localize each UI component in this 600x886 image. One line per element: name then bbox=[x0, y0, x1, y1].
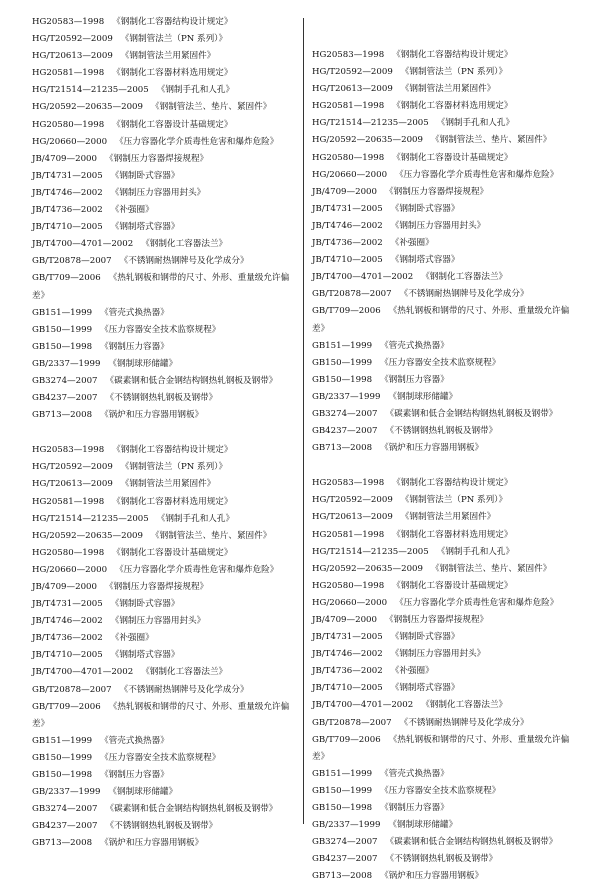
standard-code: JB/T4700—4701—2002 bbox=[312, 272, 414, 283]
standard-entry bbox=[312, 629, 596, 646]
standard-title: 《管壳式换热器》 bbox=[380, 340, 449, 351]
standards-list-block bbox=[312, 47, 596, 457]
standard-title: 《不锈钢耐热钢牌号及化学成分》 bbox=[399, 289, 529, 300]
standard-title: 《钢制压力容器用封头》 bbox=[110, 187, 206, 198]
standard-code: HG20580—1998 bbox=[312, 152, 385, 163]
standard-code: JB/T4736—2002 bbox=[312, 238, 383, 249]
standard-code: HG20583—1998 bbox=[312, 50, 385, 60]
standard-code: GB/T20878—2007 bbox=[312, 717, 392, 728]
standard-code: HG20583—1998 bbox=[32, 17, 105, 27]
standard-code: JB/T4746—2002 bbox=[312, 220, 383, 231]
standard-title: 《压力容器安全技术监察规程》 bbox=[380, 357, 501, 368]
standard-entry bbox=[312, 800, 596, 817]
standard-code: GB/T709—2006 bbox=[32, 701, 101, 712]
standard-entry bbox=[32, 373, 316, 390]
standard-title: 《钢制化工容器设计基础规定》 bbox=[112, 119, 233, 130]
standard-code: JB/T4710—2005 bbox=[312, 683, 383, 694]
standard-code: HG/20592—20635—2009 bbox=[312, 563, 423, 574]
standard-title: 《钢制卧式容器》 bbox=[110, 599, 180, 610]
standard-code: GB151—1999 bbox=[32, 735, 93, 746]
standard-code: HG/20660—2000 bbox=[312, 169, 388, 180]
standard-entry bbox=[32, 322, 316, 339]
standard-code: GB/T20878—2007 bbox=[312, 289, 392, 300]
standard-code: GB/2337—1999 bbox=[32, 358, 101, 369]
column-divider bbox=[303, 18, 304, 824]
standard-entry bbox=[32, 528, 316, 545]
standard-code: HG20581—1998 bbox=[312, 529, 385, 540]
standard-code: GB151—1999 bbox=[32, 307, 93, 318]
standard-entry bbox=[312, 406, 596, 423]
standard-code: HG/T20613—2009 bbox=[32, 51, 113, 62]
standard-code: GB4237—2007 bbox=[32, 821, 98, 832]
standard-entry bbox=[312, 201, 596, 218]
standard-title: 《钢制卧式容器》 bbox=[390, 632, 460, 643]
standard-entry bbox=[32, 476, 316, 493]
standard-entry bbox=[312, 732, 582, 766]
standard-entry bbox=[32, 202, 316, 219]
standard-entry bbox=[32, 82, 316, 99]
standard-code: GB713—2008 bbox=[32, 838, 93, 849]
standard-entry bbox=[312, 440, 596, 457]
standard-code: JB/T4736—2002 bbox=[32, 633, 103, 644]
standard-title: 《压力容器化学介质毒性危害和爆炸危险》 bbox=[115, 564, 279, 575]
standard-code: GB713—2008 bbox=[312, 443, 373, 454]
standard-title: 《钢制化工容器法兰》 bbox=[421, 272, 508, 283]
standard-code: GB150—1999 bbox=[32, 324, 93, 335]
standard-title: 《钢制化工容器设计基础规定》 bbox=[392, 152, 513, 163]
standard-title: 《钢制化工容器材料选用规定》 bbox=[112, 496, 233, 507]
standard-title: 《钢制化工容器法兰》 bbox=[421, 700, 508, 711]
standard-code: GB/2337—1999 bbox=[32, 787, 101, 798]
standard-entry bbox=[32, 339, 316, 356]
standard-entry bbox=[312, 47, 596, 64]
standard-entry bbox=[312, 509, 596, 526]
standard-entry bbox=[32, 236, 316, 253]
standard-title: 《钢制球形储罐》 bbox=[388, 391, 458, 402]
standard-entry bbox=[32, 117, 316, 134]
standard-entry bbox=[32, 613, 316, 630]
standard-title: 《钢制管法兰（PN 系列）》 bbox=[120, 34, 228, 45]
standard-entry bbox=[32, 253, 316, 270]
standard-title: 《钢制压力容器》 bbox=[380, 803, 449, 814]
standard-title: 《压力容器化学介质毒性危害和爆炸危险》 bbox=[115, 136, 279, 147]
standard-title: 《钢制管法兰、垫片、紧固件》 bbox=[431, 563, 552, 574]
standard-entry bbox=[32, 356, 316, 373]
standard-entry bbox=[32, 305, 316, 322]
standard-code: HG20581—1998 bbox=[32, 68, 105, 79]
standard-title: 《钢制管法兰用紧固件》 bbox=[400, 512, 496, 523]
standard-entry bbox=[312, 235, 596, 252]
standard-entry bbox=[312, 527, 596, 544]
standard-entry bbox=[32, 562, 316, 579]
standards-list-block bbox=[32, 442, 316, 852]
standard-code: HG/T20613—2009 bbox=[32, 479, 113, 490]
standard-title: 《补强圈》 bbox=[110, 633, 154, 644]
standard-title: 《钢制管法兰、垫片、紧固件》 bbox=[151, 102, 272, 113]
standard-title: 《碳素钢和低合金钢结构钢热轧钢板及钢带》 bbox=[105, 804, 278, 815]
standard-entry bbox=[32, 65, 316, 82]
standard-entry bbox=[32, 134, 316, 151]
standard-entry bbox=[32, 31, 316, 48]
standard-code: JB/T4710—2005 bbox=[32, 650, 103, 661]
standard-code: GB/2337—1999 bbox=[312, 820, 381, 831]
standard-entry bbox=[312, 817, 596, 834]
standard-code: HG/20592—20635—2009 bbox=[32, 530, 143, 541]
standard-title: 《热轧钢板和钢带的尺寸、外形、重量级允许偏差》 bbox=[312, 734, 570, 762]
standard-entry bbox=[32, 270, 302, 304]
standard-title: 《钢制管法兰、垫片、紧固件》 bbox=[431, 135, 552, 146]
standard-code: HG20580—1998 bbox=[32, 547, 105, 558]
standard-code: JB/T4731—2005 bbox=[312, 632, 383, 643]
standard-title: 《锅炉和压力容器用钢板》 bbox=[100, 838, 204, 849]
standard-code: GB3274—2007 bbox=[312, 408, 378, 419]
standard-title: 《钢制压力容器》 bbox=[100, 341, 169, 352]
standard-entry bbox=[32, 442, 316, 459]
standard-code: JB/T4736—2002 bbox=[32, 205, 103, 216]
standard-entry bbox=[32, 168, 316, 185]
standard-entry bbox=[32, 630, 316, 647]
standard-entry bbox=[32, 767, 316, 784]
standard-entry bbox=[312, 475, 596, 492]
standard-code: GB150—1999 bbox=[312, 785, 373, 796]
standard-title: 《钢制卧式容器》 bbox=[110, 170, 180, 181]
standard-title: 《钢制化工容器材料选用规定》 bbox=[392, 101, 513, 112]
standard-title: 《钢制球形储罐》 bbox=[108, 358, 178, 369]
standard-code: HG/T20613—2009 bbox=[312, 512, 393, 523]
standard-code: HG/T20613—2009 bbox=[312, 84, 393, 95]
standard-title: 《钢制管法兰用紧固件》 bbox=[120, 51, 216, 62]
standard-code: GB/T20878—2007 bbox=[32, 684, 112, 695]
standard-title: 《钢制化工容器设计基础规定》 bbox=[112, 547, 233, 558]
standard-entry bbox=[312, 286, 596, 303]
standard-code: HG/T20592—2009 bbox=[312, 67, 393, 78]
standard-title: 《钢制压力容器》 bbox=[380, 374, 449, 385]
standard-entry bbox=[312, 218, 596, 235]
standard-code: HG/20592—20635—2009 bbox=[32, 102, 143, 113]
standard-title: 《钢制化工容器结构设计规定》 bbox=[392, 50, 513, 60]
standard-entry bbox=[312, 64, 596, 81]
standard-code: GB150—1998 bbox=[312, 803, 373, 814]
standard-title: 《碳素钢和低合金钢结构钢热轧钢板及钢带》 bbox=[385, 837, 558, 848]
standard-entry bbox=[32, 494, 316, 511]
standard-entry bbox=[32, 801, 316, 818]
standard-title: 《钢制管法兰（PN 系列）》 bbox=[120, 462, 228, 473]
standard-title: 《不锈钢钢热轧钢板及钢带》 bbox=[105, 393, 218, 404]
standard-code: HG20581—1998 bbox=[312, 101, 385, 112]
standard-title: 《压力容器安全技术监察规程》 bbox=[100, 752, 221, 763]
standard-code: HG20580—1998 bbox=[312, 580, 385, 591]
standard-title: 《钢制管法兰用紧固件》 bbox=[400, 84, 496, 95]
standard-entry bbox=[32, 750, 316, 767]
standard-entry bbox=[32, 14, 316, 31]
standard-title: 《钢制手孔和人孔》 bbox=[436, 546, 515, 557]
standard-code: HG/20592—20635—2009 bbox=[312, 135, 423, 146]
standard-entry bbox=[32, 407, 316, 424]
standard-title: 《钢制压力容器用封头》 bbox=[390, 220, 486, 231]
standard-entry bbox=[312, 578, 596, 595]
standard-code: JB/T4731—2005 bbox=[32, 599, 103, 610]
standard-title: 《钢制管法兰（PN 系列）》 bbox=[400, 495, 508, 506]
standard-entry bbox=[312, 132, 596, 149]
standard-title: 《钢制压力容器焊接规程》 bbox=[385, 186, 489, 197]
standard-entry bbox=[312, 492, 596, 509]
standard-code: HG20583—1998 bbox=[32, 445, 105, 456]
standard-code: JB/4709—2000 bbox=[32, 153, 97, 164]
standard-code: GB/2337—1999 bbox=[312, 391, 381, 402]
standard-code: JB/T4746—2002 bbox=[32, 616, 103, 627]
standard-code: JB/T4700—4701—2002 bbox=[312, 700, 414, 711]
standard-title: 《热轧钢板和钢带的尺寸、外形、重量级允许偏差》 bbox=[32, 273, 290, 301]
standard-entry bbox=[312, 851, 596, 868]
standard-code: JB/T4731—2005 bbox=[32, 170, 103, 181]
standard-code: GB4237—2007 bbox=[32, 393, 98, 404]
standard-title: 《钢制压力容器》 bbox=[100, 770, 169, 781]
standard-entry bbox=[312, 167, 596, 184]
standard-title: 《碳素钢和低合金钢结构钢热轧钢板及钢带》 bbox=[105, 375, 278, 386]
standard-entry bbox=[312, 868, 596, 885]
standard-entry bbox=[312, 252, 596, 269]
standard-code: JB/4709—2000 bbox=[312, 615, 377, 625]
standard-code: JB/T4710—2005 bbox=[32, 222, 103, 233]
standard-code: JB/T4700—4701—2002 bbox=[32, 667, 134, 678]
standard-title: 《钢制压力容器用封头》 bbox=[390, 649, 486, 660]
right-column bbox=[312, 47, 596, 886]
standard-code: GB151—1999 bbox=[312, 340, 373, 351]
standard-code: HG/20660—2000 bbox=[312, 597, 388, 608]
standard-code: HG/T21514—21235—2005 bbox=[32, 513, 149, 524]
standard-code: GB3274—2007 bbox=[312, 837, 378, 848]
standard-entry bbox=[32, 48, 316, 65]
standard-entry bbox=[312, 595, 596, 612]
standard-code: GB/T20878—2007 bbox=[32, 256, 112, 267]
standard-code: JB/T4731—2005 bbox=[312, 203, 383, 214]
standard-entry bbox=[32, 511, 316, 528]
standard-code: HG/20660—2000 bbox=[32, 564, 108, 575]
standard-code: HG/T21514—21235—2005 bbox=[32, 85, 149, 96]
standard-title: 《管壳式换热器》 bbox=[100, 307, 169, 318]
standard-entry bbox=[312, 372, 596, 389]
standard-title: 《钢制化工容器法兰》 bbox=[141, 239, 228, 250]
standard-title: 《钢制压力容器焊接规程》 bbox=[105, 153, 209, 164]
standard-title: 《钢制压力容器焊接规程》 bbox=[385, 615, 489, 625]
standard-title: 《钢制压力容器焊接规程》 bbox=[105, 582, 209, 592]
standard-entry bbox=[32, 682, 316, 699]
standard-title: 《钢制压力容器用封头》 bbox=[110, 616, 206, 627]
standard-code: HG20581—1998 bbox=[32, 496, 105, 507]
standard-entry bbox=[312, 561, 596, 578]
standard-title: 《锅炉和压力容器用钢板》 bbox=[380, 443, 484, 454]
standard-entry bbox=[312, 663, 596, 680]
standard-entry bbox=[312, 612, 596, 629]
standard-code: GB150—1998 bbox=[312, 374, 373, 385]
standard-title: 《压力容器化学介质毒性危害和爆炸危险》 bbox=[395, 169, 559, 180]
standard-title: 《不锈钢钢热轧钢板及钢带》 bbox=[105, 821, 218, 832]
standard-code: GB4237—2007 bbox=[312, 854, 378, 865]
standard-entry bbox=[312, 766, 596, 783]
standard-title: 《不锈钢耐热钢牌号及化学成分》 bbox=[119, 256, 249, 267]
standard-title: 《钢制管法兰、垫片、紧固件》 bbox=[151, 530, 272, 541]
standard-title: 《不锈钢钢热轧钢板及钢带》 bbox=[385, 854, 498, 865]
standard-title: 《钢制化工容器材料选用规定》 bbox=[392, 529, 513, 540]
standard-title: 《钢制球形储罐》 bbox=[388, 820, 458, 831]
standard-code: JB/T4710—2005 bbox=[312, 255, 383, 266]
standard-entry bbox=[312, 269, 596, 286]
standard-code: GB/T709—2006 bbox=[312, 306, 381, 317]
standard-entry bbox=[312, 115, 596, 132]
standard-entry bbox=[32, 219, 316, 236]
standard-title: 《钢制化工容器结构设计规定》 bbox=[112, 445, 233, 456]
standard-code: JB/T4746—2002 bbox=[312, 649, 383, 660]
standard-code: JB/T4746—2002 bbox=[32, 187, 103, 198]
standard-title: 《补强圈》 bbox=[390, 666, 434, 677]
standard-title: 《钢制手孔和人孔》 bbox=[156, 513, 235, 524]
standard-title: 《钢制手孔和人孔》 bbox=[156, 85, 235, 96]
standard-code: HG20583—1998 bbox=[312, 478, 385, 489]
standard-title: 《钢制化工容器法兰》 bbox=[141, 667, 228, 678]
standard-code: GB151—1999 bbox=[312, 768, 373, 779]
standard-title: 《不锈钢钢热轧钢板及钢带》 bbox=[385, 426, 498, 437]
standard-entry bbox=[312, 697, 596, 714]
standard-title: 《不锈钢耐热钢牌号及化学成分》 bbox=[399, 717, 529, 728]
standard-code: GB3274—2007 bbox=[32, 804, 98, 815]
standard-entry bbox=[312, 98, 596, 115]
standard-title: 《锅炉和压力容器用钢板》 bbox=[380, 871, 484, 882]
standard-entry bbox=[32, 459, 316, 476]
standard-entry bbox=[32, 733, 316, 750]
left-column bbox=[32, 14, 316, 853]
standard-code: GB3274—2007 bbox=[32, 375, 98, 386]
standards-list-block bbox=[32, 14, 316, 424]
standard-entry bbox=[32, 784, 316, 801]
standards-list-block bbox=[312, 475, 596, 885]
standard-code: GB150—1999 bbox=[32, 752, 93, 763]
standard-entry bbox=[32, 545, 316, 562]
standard-title: 《热轧钢板和钢带的尺寸、外形、重量级允许偏差》 bbox=[32, 701, 290, 729]
standard-entry bbox=[312, 355, 596, 372]
standard-code: HG/T20592—2009 bbox=[32, 462, 113, 473]
standard-entry bbox=[312, 834, 596, 851]
standard-title: 《钢制化工容器材料选用规定》 bbox=[112, 68, 233, 79]
standard-code: GB150—1998 bbox=[32, 770, 93, 781]
standard-title: 《钢制塔式容器》 bbox=[390, 683, 460, 694]
standard-title: 《钢制卧式容器》 bbox=[390, 203, 460, 214]
standard-title: 《钢制球形储罐》 bbox=[108, 787, 178, 798]
standard-entry bbox=[312, 150, 596, 167]
standard-title: 《钢制塔式容器》 bbox=[390, 255, 460, 266]
standard-entry bbox=[32, 99, 316, 116]
standard-entry bbox=[32, 647, 316, 664]
standard-title: 《钢制化工容器结构设计规定》 bbox=[392, 478, 513, 489]
standard-code: JB/T4700—4701—2002 bbox=[32, 239, 134, 250]
standard-entry bbox=[312, 423, 596, 440]
standard-entry bbox=[312, 646, 596, 663]
standard-code: GB4237—2007 bbox=[312, 426, 378, 437]
standard-title: 《碳素钢和低合金钢结构钢热轧钢板及钢带》 bbox=[385, 408, 558, 419]
standard-title: 《锅炉和压力容器用钢板》 bbox=[100, 410, 204, 421]
standard-title: 《压力容器安全技术监察规程》 bbox=[100, 324, 221, 335]
standard-code: JB/T4736—2002 bbox=[312, 666, 383, 677]
standard-code: HG/20660—2000 bbox=[32, 136, 108, 147]
standard-title: 《补强圈》 bbox=[110, 205, 154, 216]
standard-title: 《热轧钢板和钢带的尺寸、外形、重量级允许偏差》 bbox=[312, 306, 570, 334]
standard-entry bbox=[312, 338, 596, 355]
standard-code: GB150—1999 bbox=[312, 357, 373, 368]
standard-entry bbox=[312, 303, 582, 337]
standard-entry bbox=[32, 151, 316, 168]
standard-entry bbox=[32, 699, 302, 733]
standard-entry bbox=[32, 390, 316, 407]
standard-title: 《补强圈》 bbox=[390, 238, 434, 249]
standard-title: 《钢制管法兰用紧固件》 bbox=[120, 479, 216, 490]
standard-entry bbox=[312, 184, 596, 201]
standard-title: 《压力容器安全技术监察规程》 bbox=[380, 785, 501, 796]
standard-code: HG/T20592—2009 bbox=[32, 34, 113, 45]
standard-entry bbox=[312, 81, 596, 98]
standard-code: GB/T709—2006 bbox=[312, 734, 381, 745]
standard-code: GB150—1998 bbox=[32, 341, 93, 352]
standard-code: HG/T21514—21235—2005 bbox=[312, 118, 429, 129]
standard-title: 《钢制管法兰（PN 系列）》 bbox=[400, 67, 508, 78]
standard-code: HG/T21514—21235—2005 bbox=[312, 546, 429, 557]
standard-code: GB713—2008 bbox=[32, 410, 93, 421]
standard-entry bbox=[312, 544, 596, 561]
standard-title: 《钢制化工容器结构设计规定》 bbox=[112, 17, 233, 27]
standard-title: 《压力容器化学介质毒性危害和爆炸危险》 bbox=[395, 597, 559, 608]
standard-entry bbox=[32, 579, 316, 596]
standard-title: 《管壳式换热器》 bbox=[100, 735, 169, 746]
standard-title: 《管壳式换热器》 bbox=[380, 768, 449, 779]
standard-code: JB/4709—2000 bbox=[312, 186, 377, 197]
standard-entry bbox=[32, 664, 316, 681]
standard-entry bbox=[312, 783, 596, 800]
standard-entry bbox=[32, 596, 316, 613]
standard-code: HG/T20592—2009 bbox=[312, 495, 393, 506]
standard-code: HG20580—1998 bbox=[32, 119, 105, 130]
standard-title: 《钢制塔式容器》 bbox=[110, 650, 180, 661]
standard-entry bbox=[32, 185, 316, 202]
standard-code: GB713—2008 bbox=[312, 871, 373, 882]
standard-title: 《钢制塔式容器》 bbox=[110, 222, 180, 233]
standard-entry bbox=[312, 715, 596, 732]
standard-entry bbox=[312, 680, 596, 697]
standard-code: GB/T709—2006 bbox=[32, 273, 101, 284]
standard-title: 《钢制手孔和人孔》 bbox=[436, 118, 515, 129]
standard-entry bbox=[312, 389, 596, 406]
standard-code: JB/4709—2000 bbox=[32, 582, 97, 592]
standard-entry bbox=[32, 818, 316, 835]
standard-title: 《钢制化工容器设计基础规定》 bbox=[392, 580, 513, 591]
standard-title: 《不锈钢耐热钢牌号及化学成分》 bbox=[119, 684, 249, 695]
